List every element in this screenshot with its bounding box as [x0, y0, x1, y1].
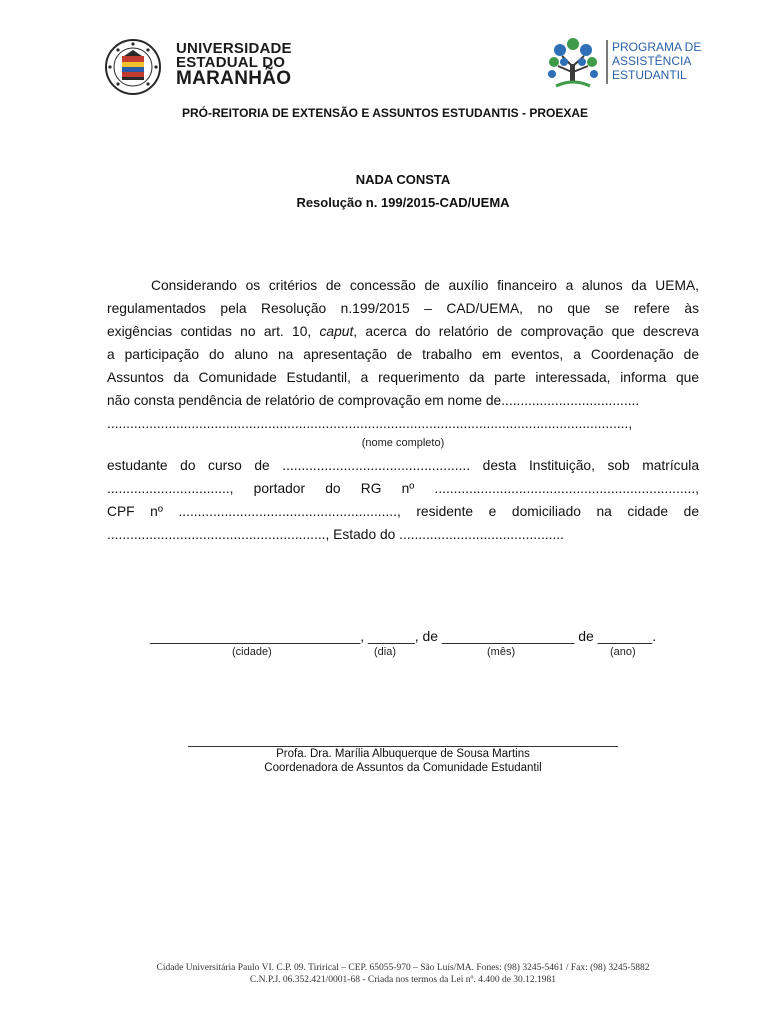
program-name-line3: ESTUDANTIL: [612, 68, 687, 82]
date-separator: de: [578, 628, 594, 644]
paragraph-line: Assuntos da Comunidade Estudantil, a requerimento da parte interessada, informa que: [107, 370, 699, 385]
course-line: estudante do curso de ................................................. desta Instituição, sob matrícula: [107, 458, 699, 473]
paragraph-line: a participação do aluno na apresentação de trabalho em eventos, a Coordenação de: [107, 347, 699, 362]
dia-caption: (dia): [374, 646, 397, 658]
declaration-paragraph: [107, 274, 699, 435]
footer-address: Cidade Universitária Paulo VI. C.P. 09. Tirirical – CEP. 65055-970 – São Luís/MA. Fones: (98) 3245-5461 / Fax: (98) 3245-5882: [156, 963, 650, 973]
caput-word: caput: [319, 324, 354, 339]
state-line: ........................................................., Estado do ...........................................: [107, 527, 564, 542]
student-details-block: [107, 454, 699, 546]
program-logo: [544, 34, 704, 90]
cidade-caption: (cidade): [232, 646, 272, 658]
signature-block: [0, 747, 770, 775]
paragraph-line: Considerando os critérios de concessão de auxílio financeiro a alunos da UEMA,: [151, 278, 699, 293]
program-name: [612, 40, 701, 82]
program-logo-divider: [606, 40, 608, 84]
cidade-blank: ___________________________: [150, 628, 361, 644]
university-name-line3: MARANHÃO: [176, 68, 292, 89]
uema-logo: [104, 38, 300, 96]
signatory-name: Profa. Dra. Marília Albuquerque de Sousa Martins: [276, 748, 530, 760]
date-separator: , de: [414, 628, 439, 644]
nome-blank-line: ........................................................................................................................................,: [107, 416, 633, 431]
footer-cnpj: C.N.P.J. 06.352.421/0001-68 - Criada nos termos da Lei nº. 4.400 de 30.12.1981: [249, 975, 557, 985]
rg-line: ................................, portador do RG nº ....................................................................,: [107, 481, 699, 496]
ano-blank: _______.: [597, 628, 657, 644]
university-name: [176, 42, 292, 88]
mes-blank: _________________: [441, 628, 575, 644]
document-subtitle: Resolução n. 199/2015-CAD/UEMA: [296, 195, 510, 210]
signatory-role: Coordenadora de Assuntos da Comunidade Estudantil: [264, 762, 542, 774]
paragraph-line-nome: não consta pendência de relatório de comprovação em nome de....................................: [107, 393, 640, 408]
nome-caption: (nome completo): [361, 437, 445, 449]
date-separator: ,: [360, 628, 365, 644]
tree-icon: [544, 34, 602, 90]
uema-seal-icon: [104, 38, 166, 96]
university-name-line2: ESTADUAL DO: [176, 54, 286, 71]
program-name-line2: ASSISTÊNCIA: [612, 54, 692, 68]
paragraph-line: regulamentados pela Resolução n.199/2015 – CAD/UEMA, no que se refere às: [107, 301, 699, 316]
cpf-line: CPF nº ........................................................., residente e domiciliado na cidade de: [107, 504, 699, 519]
paragraph-line-caput: exigências contidas no art. 10, caput, acerca do relatório de comprovação que descreva: [107, 324, 699, 339]
date-line: [150, 628, 656, 644]
department-heading: PRÓ-REITORIA DE EXTENSÃO E ASSUNTOS ESTUDANTIS - PROEXAE: [181, 106, 589, 120]
program-name-line1: PROGRAMA DE: [612, 40, 702, 54]
dia-blank: ______: [368, 628, 415, 644]
university-name-line1: UNIVERSIDADE: [176, 40, 292, 57]
ano-caption: (ano): [610, 646, 636, 658]
mes-caption: (mês): [487, 646, 516, 658]
document-title: NADA CONSTA: [355, 172, 451, 187]
